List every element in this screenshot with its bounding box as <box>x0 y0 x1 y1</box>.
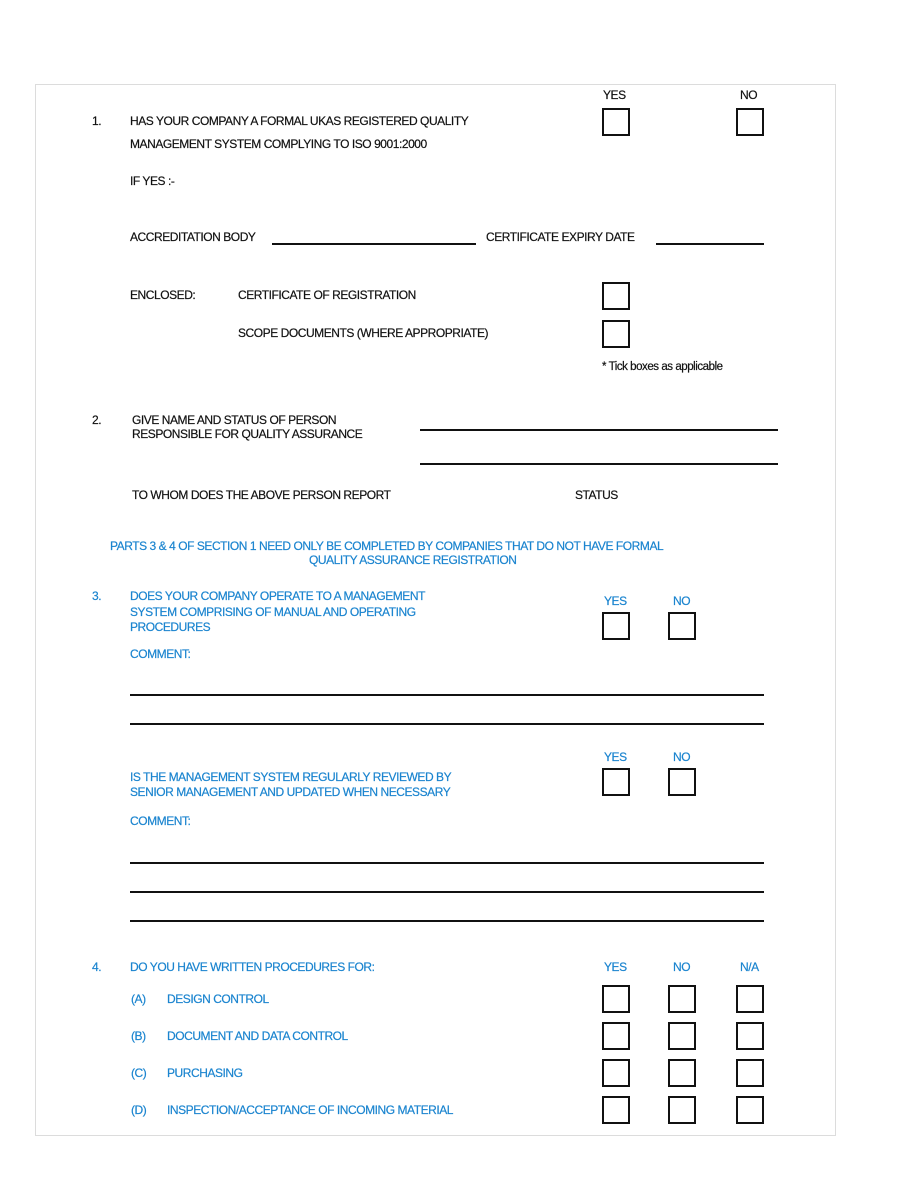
q2-name-field[interactable] <box>420 429 778 431</box>
certificate-expiry-field[interactable] <box>656 243 764 245</box>
q2-question-line2: RESPONSIBLE FOR QUALITY ASSURANCE <box>132 427 363 441</box>
q3-no-checkbox[interactable] <box>668 612 696 640</box>
q1-no-header: NO <box>740 88 758 102</box>
item-c-yes-checkbox[interactable] <box>602 1059 630 1087</box>
accreditation-body-label: ACCREDITATION BODY <box>130 230 256 244</box>
item-letter: (B) <box>131 1029 146 1043</box>
q3-no-header: NO <box>673 594 691 608</box>
review-question-line1: IS THE MANAGEMENT SYSTEM REGULARLY REVIEWED BY <box>130 770 452 784</box>
item-b-na-checkbox[interactable] <box>736 1022 764 1050</box>
q3-yes-header: YES <box>604 594 627 608</box>
review-comment-line-3[interactable] <box>130 920 764 922</box>
item-letter: (C) <box>131 1066 147 1080</box>
q4-question: DO YOU HAVE WRITTEN PROCEDURES FOR: <box>130 960 375 974</box>
item-b-yes-checkbox[interactable] <box>602 1022 630 1050</box>
accreditation-body-field[interactable] <box>272 243 476 245</box>
q1-if-yes: IF YES :- <box>130 174 175 188</box>
q2-status-field[interactable] <box>420 463 778 465</box>
q4-na-header: N/A <box>740 960 759 974</box>
q1-yes-header: YES <box>603 88 626 102</box>
item-label: INSPECTION/ACCEPTANCE OF INCOMING MATERIAL <box>167 1103 454 1117</box>
q3-comment-line-2[interactable] <box>130 723 764 725</box>
enclosed-label: ENCLOSED: <box>130 288 196 302</box>
item-d-na-checkbox[interactable] <box>736 1096 764 1124</box>
item-d-yes-checkbox[interactable] <box>602 1096 630 1124</box>
review-no-checkbox[interactable] <box>668 768 696 796</box>
certificate-of-registration-label: CERTIFICATE OF REGISTRATION <box>238 288 416 302</box>
q3-number: 3. <box>92 589 102 603</box>
item-a-na-checkbox[interactable] <box>736 985 764 1013</box>
item-c-na-checkbox[interactable] <box>736 1059 764 1087</box>
tick-boxes-note: * Tick boxes as applicable <box>602 361 723 373</box>
review-comment-line-1[interactable] <box>130 862 764 864</box>
item-label: PURCHASING <box>167 1066 243 1080</box>
item-b-no-checkbox[interactable] <box>668 1022 696 1050</box>
item-d-no-checkbox[interactable] <box>668 1096 696 1124</box>
q4-no-header: NO <box>673 960 691 974</box>
item-letter: (A) <box>131 992 146 1006</box>
q2-number: 2. <box>92 413 102 427</box>
q1-question-line2: MANAGEMENT SYSTEM COMPLYING TO ISO 9001:2000 <box>130 137 427 151</box>
report-to-label: TO WHOM DOES THE ABOVE PERSON REPORT <box>132 488 391 502</box>
q3-comment-label: COMMENT: <box>130 647 191 661</box>
item-a-yes-checkbox[interactable] <box>602 985 630 1013</box>
item-label: DESIGN CONTROL <box>167 992 269 1006</box>
scope-documents-checkbox[interactable] <box>602 320 630 348</box>
review-comment-line-2[interactable] <box>130 891 764 893</box>
item-c-no-checkbox[interactable] <box>668 1059 696 1087</box>
scope-documents-label: SCOPE DOCUMENTS (WHERE APPROPRIATE) <box>238 326 489 340</box>
q3-question-line1: DOES YOUR COMPANY OPERATE TO A MANAGEMENT <box>130 589 425 603</box>
q3-comment-line-1[interactable] <box>130 694 764 696</box>
q1-number: 1. <box>92 114 102 128</box>
q4-yes-header: YES <box>604 960 627 974</box>
q3-question-line2: SYSTEM COMPRISING OF MANUAL AND OPERATING <box>130 605 416 619</box>
q3-yes-checkbox[interactable] <box>602 612 630 640</box>
review-question-line2: SENIOR MANAGEMENT AND UPDATED WHEN NECESSARY <box>130 785 451 799</box>
item-a-no-checkbox[interactable] <box>668 985 696 1013</box>
q1-yes-checkbox[interactable] <box>602 108 630 136</box>
q3-question-line3: PROCEDURES <box>130 620 211 634</box>
notice-line1: PARTS 3 & 4 OF SECTION 1 NEED ONLY BE COMPLETED BY COMPANIES THAT DO NOT HAVE FORMAL <box>110 539 664 553</box>
q4-number: 4. <box>92 960 102 974</box>
notice-line2: QUALITY ASSURANCE REGISTRATION <box>309 553 517 567</box>
review-yes-header: YES <box>604 750 627 764</box>
status-label: STATUS <box>575 488 618 502</box>
certificate-of-registration-checkbox[interactable] <box>602 282 630 310</box>
review-yes-checkbox[interactable] <box>602 768 630 796</box>
q1-question-line1: HAS YOUR COMPANY A FORMAL UKAS REGISTERED QUALITY <box>130 114 469 128</box>
review-no-header: NO <box>673 750 691 764</box>
review-comment-label: COMMENT: <box>130 814 191 828</box>
item-label: DOCUMENT AND DATA CONTROL <box>167 1029 348 1043</box>
q1-no-checkbox[interactable] <box>736 108 764 136</box>
item-letter: (D) <box>131 1103 147 1117</box>
certificate-expiry-label: CERTIFICATE EXPIRY DATE <box>486 230 635 244</box>
q2-question-line1: GIVE NAME AND STATUS OF PERSON <box>132 413 337 427</box>
